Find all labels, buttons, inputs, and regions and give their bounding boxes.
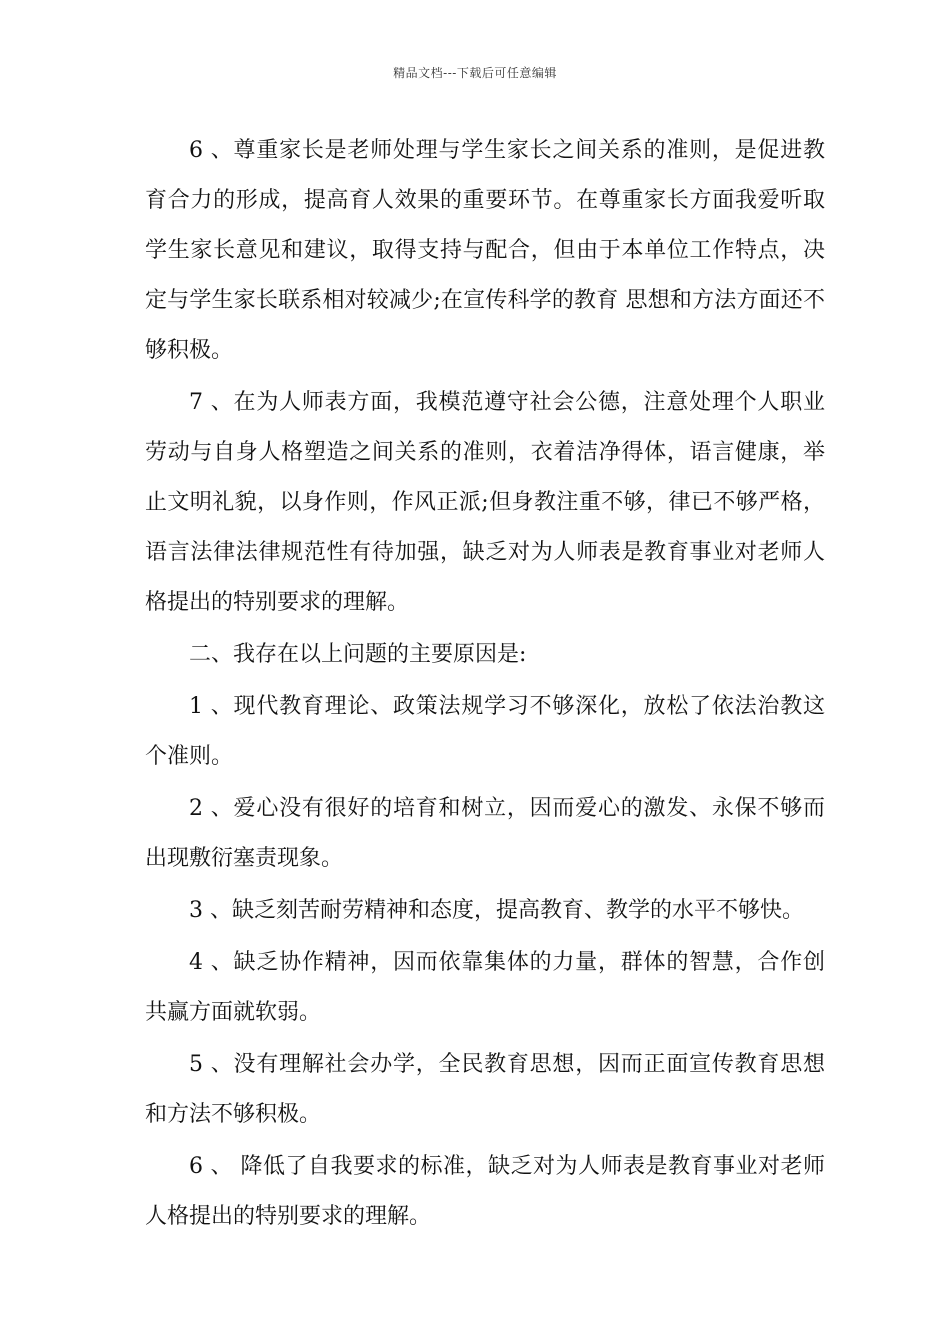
paragraph-reason-1: 1 、现代教育理论、政策法规学习不够深化，放松了依法治教这个准则。 [145,694,825,769]
paragraph-reason-3: 3 、缺乏刻苦耐劳精神和态度，提高教育、教学的水平不够快。 [189,898,804,923]
paragraph-respect-parents: 6 、尊重家长是老师处理与学生家长之间关系的准则，是促进教育合力的形成，提高育人效果的重要环节。在尊重家长方面我爱听取学生家长意见和建议，取得支持与配合，但由于本单位工作特点，决定与学生家长联系相对较减少;在宣传科学的教育 思想和方法方面还不够积极。 [145,138,825,363]
page-header: 精品文档---下载后可任意编辑 [393,66,557,80]
paragraph-reason-5: 5 、没有理解社会办学，全民教育思想，因而正面宣传教育思想和方法不够积极。 [145,1052,825,1127]
paragraph-reason-4: 4 、缺乏协作精神，因而依靠集体的力量，群体的智慧，合作创共赢方面就软弱。 [145,950,825,1025]
document-body [145,126,825,1244]
paragraph-reason-6: 6 、 降低了自我要求的标准，缺乏对为人师表是教育事业对老师人格提出的特别要求的理解。 [145,1154,825,1229]
section-heading-reasons: 二、我存在以上问题的主要原因是: [189,642,527,667]
paragraph-reason-2: 2 、爱心没有很好的培育和树立，因而爱心的激发、永保不够而出现敷衍塞责现象。 [145,796,825,871]
paragraph-role-model: 7 、在为人师表方面，我模范遵守社会公德，注意处理个人职业劳动与自身人格塑造之间关系的准则，衣着洁净得体，语言健康，举止文明礼貌，以身作则，作风正派;但身教注重不够，律已不够严格，语言法律法律规范性有待加强，缺乏对为人师表是教育事业对老师人格提出的特别要求的理解。 [145,390,825,615]
